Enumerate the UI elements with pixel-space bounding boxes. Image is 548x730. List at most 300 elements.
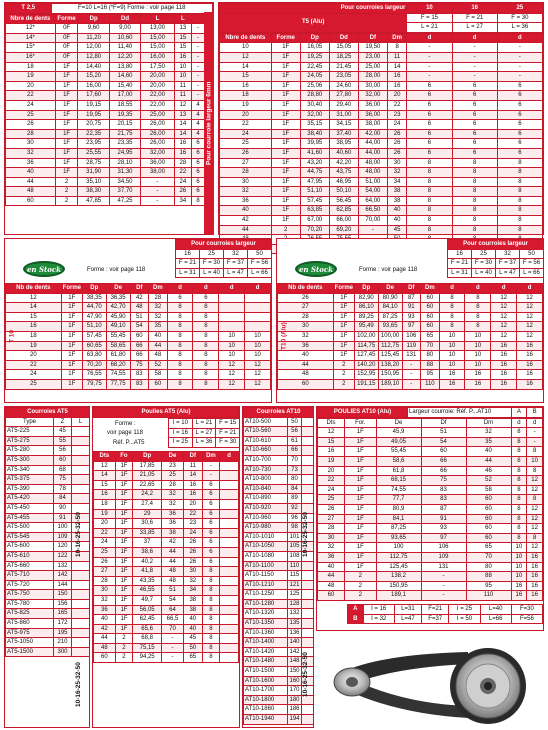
pat5-row bbox=[94, 557, 239, 567]
pat10-cell: 75 bbox=[421, 476, 466, 486]
pulley-belt-image bbox=[318, 634, 544, 728]
t10alu-row bbox=[278, 303, 543, 313]
at5-cell: AT5-300 bbox=[6, 455, 54, 465]
at5-cell: 132 bbox=[54, 561, 72, 571]
pat10-title: POULIES AT10 (Alu) bbox=[318, 408, 408, 418]
at10-cell: 150 bbox=[288, 667, 302, 677]
t25-col-dd: Dd bbox=[109, 14, 140, 24]
at10-cell: 66 bbox=[288, 446, 302, 456]
t10-cell: 8 bbox=[193, 370, 219, 380]
t25-cell: - bbox=[191, 72, 204, 82]
t5-cell: 8 bbox=[452, 187, 497, 197]
at5-cell bbox=[72, 436, 90, 446]
t5-col-forme: Forme bbox=[271, 33, 300, 43]
t10-cell: 8 bbox=[167, 379, 193, 389]
pat10-cell: 1F bbox=[345, 428, 377, 438]
pat5-cell: 22,65 bbox=[133, 480, 162, 490]
at10-cell: AT10-1420 bbox=[244, 647, 288, 657]
t5-cell: 44,75 bbox=[300, 168, 329, 178]
at10-cell: AT10-1280 bbox=[244, 599, 288, 609]
pat10-cell: 16 bbox=[318, 447, 345, 457]
t5-cell: - bbox=[407, 72, 452, 82]
at10-cell bbox=[302, 455, 314, 465]
t5-cell: 8 bbox=[407, 187, 452, 197]
t25-cell: 34,50 bbox=[109, 177, 140, 187]
at5-row bbox=[6, 446, 90, 456]
pat10-a-5: L=40 bbox=[480, 605, 511, 615]
t10alu-f-32: F = 37 bbox=[496, 259, 520, 269]
t25-cell: 16* bbox=[6, 52, 56, 62]
at10-cell: AT10-730 bbox=[244, 465, 288, 475]
pat10-body bbox=[318, 428, 543, 601]
pat10-cell: 55,45 bbox=[376, 447, 421, 457]
pat5-cell: 15 bbox=[94, 480, 116, 490]
t5-cell: - bbox=[497, 52, 542, 62]
at10-cell: AT10-1010 bbox=[244, 532, 288, 542]
t5-row bbox=[220, 120, 543, 130]
t25-row bbox=[6, 177, 205, 187]
at5-cell bbox=[72, 590, 90, 600]
pat5-cell: 36 bbox=[162, 509, 184, 519]
t5-cell: 41,60 bbox=[300, 148, 329, 158]
pat5-cell bbox=[220, 653, 239, 663]
pat10-cell: 2 bbox=[345, 591, 377, 601]
t5-cell: 24 bbox=[387, 120, 406, 130]
t5-cell: 6 bbox=[497, 139, 542, 149]
t5-cell: 6 bbox=[407, 91, 452, 101]
at5-cell bbox=[72, 599, 90, 609]
pat5-cell: 1F bbox=[115, 509, 132, 519]
pat5-cell bbox=[220, 615, 239, 625]
t25-cell: 1F bbox=[55, 110, 78, 120]
large-pulley-icon bbox=[450, 648, 526, 724]
at5-side-label: 10-16-25-32-50 bbox=[75, 512, 82, 557]
t5-cell: 44,00 bbox=[358, 148, 387, 158]
pat10-cell: 91 bbox=[421, 514, 466, 524]
t5-cell: 57,45 bbox=[300, 196, 329, 206]
pat5-cell: 36 bbox=[94, 605, 116, 615]
pat10-subtitle: Largeur courroie: Réf. P...AT10 bbox=[408, 408, 512, 418]
pat5-cell: 1F bbox=[115, 615, 132, 625]
pat10-cell: 16 bbox=[527, 562, 543, 572]
t5-cell: 8 bbox=[497, 168, 542, 178]
pat5-cell: 26 bbox=[183, 547, 202, 557]
pat10-b-4: I = 50 bbox=[449, 614, 480, 624]
at10-cell: AT10-1700 bbox=[244, 686, 288, 696]
t10alu-cell: 12 bbox=[491, 293, 517, 303]
t10alu-cell: 10 bbox=[465, 351, 491, 361]
t10alu-cell: 10 bbox=[439, 360, 465, 370]
pat5-cell: 23 bbox=[183, 519, 202, 529]
pat10-cell: 16 bbox=[527, 552, 543, 562]
t10-cell: 51 bbox=[130, 312, 149, 322]
pat10-row bbox=[318, 524, 543, 534]
at5-cell: AT5-610 bbox=[6, 551, 54, 561]
pat5-cell: 1F bbox=[115, 576, 132, 586]
t10-cell: 1F bbox=[61, 351, 82, 361]
pat10-col-df: Df bbox=[421, 418, 466, 428]
pat10-cell: 8 bbox=[527, 447, 543, 457]
t5-cell: 6 bbox=[452, 129, 497, 139]
pat10-a-key: A bbox=[348, 605, 364, 615]
t10-col-label: T 10 bbox=[8, 329, 16, 343]
pat10-cell: 60 bbox=[421, 447, 466, 457]
pat5-cell: 42 bbox=[162, 538, 184, 548]
t5-cell: 39,95 bbox=[300, 139, 329, 149]
t10alu-cell: 10 bbox=[439, 351, 465, 361]
t5-panel bbox=[218, 2, 544, 235]
pat10-row bbox=[318, 504, 543, 514]
t25-cell: 12,20 bbox=[109, 52, 140, 62]
pat5-cell: 1F bbox=[115, 519, 132, 529]
t10-cell: 1F bbox=[61, 293, 82, 303]
at5-cell: AT5-280 bbox=[6, 446, 54, 456]
t10alu-cell: 150,95 bbox=[378, 370, 402, 380]
at10-panel bbox=[242, 406, 314, 728]
t5-cell: - bbox=[497, 62, 542, 72]
at10-cell: 128 bbox=[288, 599, 302, 609]
pat10-cell: 10 bbox=[511, 552, 527, 562]
t5-cell: 8 bbox=[452, 216, 497, 226]
t10alu-cell: 16 bbox=[465, 379, 491, 389]
at10-cell: AT10-610 bbox=[244, 436, 288, 446]
t25-panel bbox=[4, 2, 214, 235]
pat10-cell: 28 bbox=[318, 524, 345, 534]
t10alu-cell: 82,90 bbox=[354, 293, 378, 303]
at10-cell: AT10-700 bbox=[244, 455, 288, 465]
pat5-cell: 44 bbox=[94, 634, 116, 644]
t10-cell: 16 bbox=[6, 322, 62, 332]
pat5-cell: 45 bbox=[183, 634, 202, 644]
t5-cell: 22,45 bbox=[300, 62, 329, 72]
t25-row bbox=[6, 110, 205, 120]
pat10-cell: 2 bbox=[345, 572, 377, 582]
t25-cell: 26 bbox=[6, 120, 56, 130]
pat10-row bbox=[318, 533, 543, 543]
t10alu-cell: 86,10 bbox=[354, 303, 378, 313]
at10-cell bbox=[302, 561, 314, 571]
t5-cell: 22 bbox=[387, 100, 406, 110]
t5-body bbox=[220, 43, 543, 254]
t25-cell: 10 bbox=[174, 72, 191, 82]
pat5-col-dts: Dts bbox=[94, 452, 116, 462]
t10alu-cell: 8 bbox=[439, 293, 465, 303]
at10-cell: AT10-1210 bbox=[244, 580, 288, 590]
at5-cell: 75 bbox=[54, 475, 72, 485]
t25-cell: 23,35 bbox=[109, 139, 140, 149]
t10-cell: 79,75 bbox=[82, 379, 106, 389]
t25-cell: 12,00 bbox=[78, 43, 109, 53]
pat5-cell: 34 bbox=[183, 586, 202, 596]
t25-cell: 6 bbox=[191, 177, 204, 187]
t10-cell: 8 bbox=[167, 370, 193, 380]
t10-col-d2: d bbox=[193, 284, 219, 294]
t10-cell: 32 bbox=[149, 303, 168, 313]
pat10-cell: 1F bbox=[345, 437, 377, 447]
pat5-cell: 29 bbox=[133, 509, 162, 519]
t5-cell: 36,00 bbox=[358, 100, 387, 110]
t25-cell: 20,75 bbox=[78, 120, 109, 130]
t5-cell: 14 bbox=[387, 62, 406, 72]
t5-cell: 8 bbox=[452, 158, 497, 168]
pat10-cell: 1F bbox=[345, 447, 377, 457]
pat10-cell: 10 bbox=[511, 572, 527, 582]
t5-cell: 42 bbox=[220, 216, 272, 226]
t5-row bbox=[220, 139, 543, 149]
pat5-col-dp: Dp bbox=[133, 452, 162, 462]
pat5-f21: F = 21 bbox=[216, 428, 240, 438]
t25-cell: 13 bbox=[174, 110, 191, 120]
pat10-b-1: I = 32 bbox=[363, 614, 394, 624]
t5-cell: 38,40 bbox=[300, 129, 329, 139]
t10alu-l-25: L = 40 bbox=[472, 268, 496, 278]
t10-col-forme: Forme bbox=[61, 284, 82, 294]
t10-cell: 83 bbox=[130, 370, 149, 380]
t25-cell: - bbox=[141, 196, 175, 206]
t5-cell: 15,05 bbox=[329, 43, 358, 53]
t5-cell: 1F bbox=[271, 81, 300, 91]
t10-cell: 42 bbox=[130, 293, 149, 303]
t5-cell: 1F bbox=[271, 168, 300, 178]
pat10-row bbox=[318, 456, 543, 466]
t5-cell: 42,20 bbox=[329, 158, 358, 168]
pat10-panel bbox=[316, 406, 544, 631]
at10-cell: AT10-1250 bbox=[244, 590, 288, 600]
pat5-cell: 70 bbox=[162, 624, 184, 634]
t10alu-cell: 8 bbox=[465, 312, 491, 322]
pat10-cell: 8 bbox=[511, 428, 527, 438]
t5-cell: 37,40 bbox=[329, 129, 358, 139]
t25-cell: 40 bbox=[6, 168, 56, 178]
t10alu-cell: 65 bbox=[421, 331, 440, 341]
t10-cell: 49,10 bbox=[106, 322, 130, 332]
t10alu-cell: 30 bbox=[278, 322, 334, 332]
t25-cell: 24,95 bbox=[109, 148, 140, 158]
t25-row bbox=[6, 43, 205, 53]
t5-cell: 8 bbox=[452, 196, 497, 206]
at10-cell: 80 bbox=[288, 475, 302, 485]
at5-cell: AT5-860 bbox=[6, 619, 54, 629]
t5-cell: 14 bbox=[220, 62, 272, 72]
pat5-cell: 1F bbox=[115, 461, 132, 471]
t10alu-cell: 32 bbox=[278, 331, 334, 341]
t5-cell: 38,00 bbox=[358, 120, 387, 130]
t25-cell: 36,00 bbox=[141, 158, 175, 168]
t5-cell: 23 bbox=[387, 110, 406, 120]
t5-cell: - bbox=[452, 43, 497, 53]
t5-f-16: F = 21 bbox=[452, 13, 497, 23]
pat10-cell: 10 bbox=[527, 456, 543, 466]
pat5-cell: 62,45 bbox=[133, 615, 162, 625]
pat10-cell: 12 bbox=[527, 524, 543, 534]
at10-cell: 70 bbox=[288, 455, 302, 465]
t10alu-cell: 1F bbox=[333, 303, 354, 313]
t5-cell: 24,05 bbox=[300, 72, 329, 82]
pat10-a-1: I = 16 bbox=[363, 605, 394, 615]
at5-cell bbox=[72, 455, 90, 465]
t25-cell: 20,00 bbox=[141, 81, 175, 91]
t5-cell: 18 bbox=[220, 91, 272, 101]
pat10-cell: 8 bbox=[511, 514, 527, 524]
t10-cell: 24 bbox=[6, 370, 62, 380]
pat10-cell: 19 bbox=[318, 456, 345, 466]
pat5-title-table bbox=[93, 407, 239, 418]
at5-side-label-2: 10-16-25-32-50 bbox=[75, 662, 82, 707]
pat10-cell: 51 bbox=[421, 428, 466, 438]
t10alu-cell: 40 bbox=[278, 351, 334, 361]
t5-cell: 32,00 bbox=[300, 110, 329, 120]
pat5-row bbox=[94, 499, 239, 509]
pat10-cell: 93 bbox=[421, 524, 466, 534]
pat10-cell: 12 bbox=[527, 504, 543, 514]
t5-row bbox=[220, 52, 543, 62]
t25-cell: 48 bbox=[6, 187, 56, 197]
t10-table bbox=[5, 283, 271, 390]
t5-cell: 24,60 bbox=[329, 81, 358, 91]
t25-cell: 28 bbox=[174, 158, 191, 168]
t5-cell: 8 bbox=[387, 43, 406, 53]
t10alu-row bbox=[278, 351, 543, 361]
t25-body bbox=[6, 24, 205, 206]
at10-cell: 136 bbox=[288, 628, 302, 638]
pat5-forme: Forme : bbox=[115, 421, 136, 427]
t10-cell: 51,10 bbox=[82, 322, 106, 332]
t25-cell: 0F bbox=[55, 52, 78, 62]
pat10-b-5: L=66 bbox=[480, 614, 511, 624]
t25-row bbox=[6, 72, 205, 82]
t5-cell: 8 bbox=[497, 187, 542, 197]
t10alu-col-forme: Forme bbox=[333, 284, 354, 294]
pat5-f30: F = 30 bbox=[216, 438, 240, 448]
at10-cell: 89 bbox=[288, 494, 302, 504]
t10-row bbox=[6, 351, 271, 361]
t25-cell: 26 bbox=[174, 187, 191, 197]
t25-cell: 30 bbox=[6, 139, 56, 149]
t25-cell: 25,55 bbox=[78, 148, 109, 158]
pat10-cell: 58,6 bbox=[376, 456, 421, 466]
t10alu-cell: 1F bbox=[333, 351, 354, 361]
pat5-cell: 26 bbox=[94, 557, 116, 567]
t25-cell: 17,60 bbox=[78, 91, 109, 101]
at10-cell: 135 bbox=[288, 619, 302, 629]
pat5-table bbox=[93, 451, 239, 663]
pat10-cell: 150,95 bbox=[376, 581, 421, 591]
t5-cell: - bbox=[452, 62, 497, 72]
t10-cell: 15 bbox=[6, 312, 62, 322]
pat5-row bbox=[94, 519, 239, 529]
pat5-cell: 21,05 bbox=[133, 471, 162, 481]
pat5-cell: 36 bbox=[162, 519, 184, 529]
at10-cell: AT10-1100 bbox=[244, 561, 288, 571]
t10-col-df: Df bbox=[130, 284, 149, 294]
t25-cell: 22,35 bbox=[78, 129, 109, 139]
t25-cell: 13,00 bbox=[141, 24, 175, 34]
at10-cell: 98 bbox=[288, 523, 302, 533]
t10-col-d1: d bbox=[167, 284, 193, 294]
t10alu-cell: 12 bbox=[491, 331, 517, 341]
at10-cell: AT10-840 bbox=[244, 484, 288, 494]
t10alu-row bbox=[278, 322, 543, 332]
t25-row bbox=[6, 148, 205, 158]
pat5-cell bbox=[220, 567, 239, 577]
t5-cell: 63,85 bbox=[300, 206, 329, 216]
t10-cell: 1F bbox=[61, 360, 82, 370]
t5-cell: 1F bbox=[271, 139, 300, 149]
t25-cell: 14* bbox=[6, 33, 56, 43]
t10-width-16: 16 bbox=[176, 249, 200, 259]
t25-cell: 4 bbox=[191, 100, 204, 110]
pat10-cell: - bbox=[421, 591, 466, 601]
t5-cell: 43,75 bbox=[329, 168, 358, 178]
t25-cell: 22,00 bbox=[141, 91, 175, 101]
pat5-cell: 1F bbox=[115, 480, 132, 490]
pat10-row bbox=[318, 514, 543, 524]
t5-cell: 62,85 bbox=[329, 206, 358, 216]
t25-cell: 6 bbox=[191, 187, 204, 197]
t25-cell: 1F bbox=[55, 81, 78, 91]
t5-cell: 1F bbox=[271, 120, 300, 130]
t25-row bbox=[6, 158, 205, 168]
pat10-row bbox=[318, 591, 543, 601]
t10-row bbox=[6, 303, 271, 313]
t10alu-cell: 16 bbox=[491, 341, 517, 351]
t5-cell: 26 bbox=[387, 139, 406, 149]
pat10-cell: 8 bbox=[511, 533, 527, 543]
t10-cell bbox=[245, 303, 271, 313]
at10-side-label-2: 10-16-25-32-50 bbox=[302, 652, 309, 697]
t10-col-d4: d bbox=[245, 284, 271, 294]
t10-stock-badge: en Stock bbox=[23, 261, 65, 277]
pat5-cell: 22 bbox=[183, 509, 202, 519]
t5-cell: 18,25 bbox=[329, 52, 358, 62]
t5-cell: 8 bbox=[497, 206, 542, 216]
pat5-cell: 75,15 bbox=[133, 643, 162, 653]
t5-cell: 54,00 bbox=[358, 187, 387, 197]
t25-col-l: L bbox=[141, 14, 175, 24]
t10alu-cell: 87,25 bbox=[378, 312, 402, 322]
t5-cell: - bbox=[452, 72, 497, 82]
t10-cell: 10 bbox=[219, 351, 245, 361]
pat10-cell: 15 bbox=[318, 437, 345, 447]
pat5-cell: 40 bbox=[94, 615, 116, 625]
t10alu-cell: 10 bbox=[465, 360, 491, 370]
t10-cell bbox=[219, 312, 245, 322]
at5-cell: AT5-1050 bbox=[6, 638, 54, 648]
t25-col-dents: Nbre de dents bbox=[6, 14, 56, 24]
t5-cell: 6 bbox=[452, 91, 497, 101]
t5-cell: 1F bbox=[271, 129, 300, 139]
t5-cell: 38 bbox=[387, 196, 406, 206]
t10alu-cell: 27 bbox=[278, 303, 334, 313]
t25-cell: 1F bbox=[55, 129, 78, 139]
t25-cell: 14 bbox=[174, 120, 191, 130]
t5-cell: 6 bbox=[497, 100, 542, 110]
t25-cell: 16,00 bbox=[141, 52, 175, 62]
t5-cell: 1F bbox=[271, 52, 300, 62]
t10-width-32: 32 bbox=[224, 249, 248, 259]
t5-cell: 6 bbox=[497, 129, 542, 139]
t5-width-25: 25 bbox=[497, 4, 542, 14]
pat5-cell: 6 bbox=[202, 499, 219, 509]
pat10-cell: 80,9 bbox=[376, 504, 421, 514]
t25-cell: 1F bbox=[55, 139, 78, 149]
t10alu-cell: 119 bbox=[402, 341, 421, 351]
t10-cell: 10 bbox=[219, 341, 245, 351]
t5-row bbox=[220, 72, 543, 82]
t5-cell: 23,05 bbox=[329, 72, 358, 82]
pat5-row bbox=[94, 528, 239, 538]
pat10-cell: 1F bbox=[345, 533, 377, 543]
